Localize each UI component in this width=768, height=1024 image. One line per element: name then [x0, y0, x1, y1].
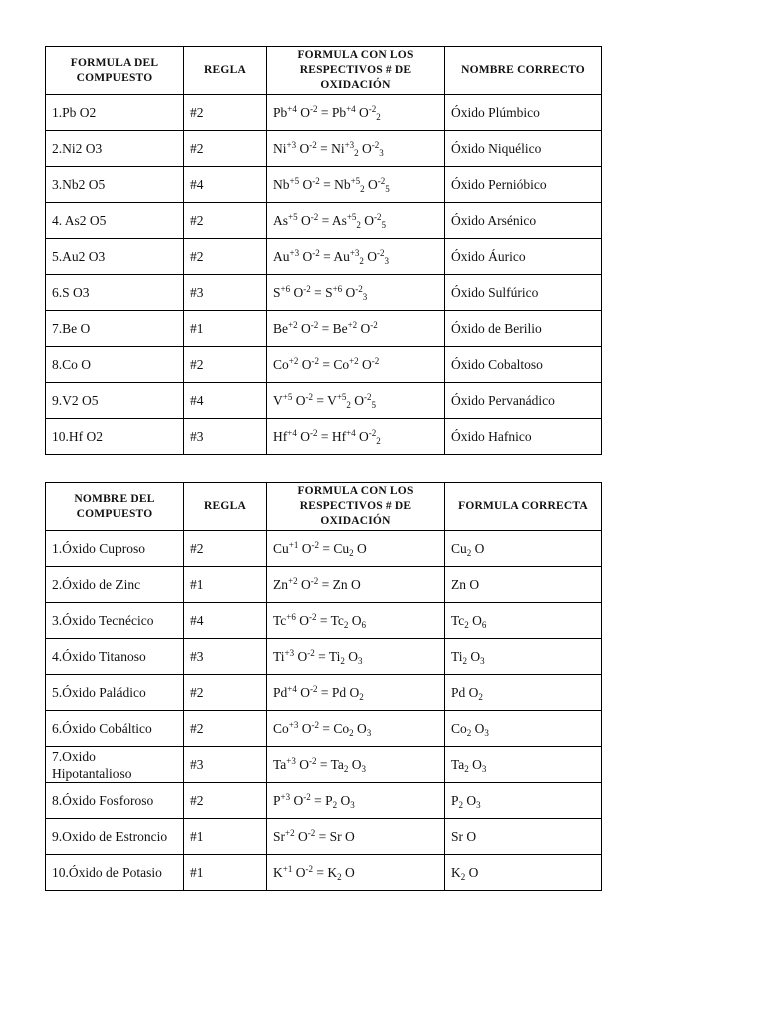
compound-cell: 3.Nb2 O5	[46, 167, 184, 203]
compound-cell: 7.Be O	[46, 311, 184, 347]
rule-cell: #4	[184, 383, 267, 419]
table-row	[46, 275, 602, 311]
oxidation-formula-cell: $Tc^{+6}$ $O^{-2} = Tc_2$ $O_6$	[267, 603, 445, 639]
oxide-table-formula-to-name	[45, 46, 602, 455]
table-row	[46, 131, 602, 167]
rule-cell: #1	[184, 311, 267, 347]
oxidation-formula-cell: $S^{+6}$ $O^{-2} = S^{+6}$ $O^{-2}_3$	[267, 275, 445, 311]
oxidation-formula-cell: $Co^{+3}$ $O^{-2} = Co_2$ $O_3$	[267, 711, 445, 747]
table-row	[46, 567, 602, 603]
oxidation-formula-cell: $P^{+3}$ $O^{-2} = P_2$ $O_3$	[267, 783, 445, 819]
oxidation-formula-cell: $V^{+5}$ $O^{-2} = V^{+5}_2$ $O^{-2}_5$	[267, 383, 445, 419]
compound-cell: 9.V2 O5	[46, 383, 184, 419]
result-cell: $Tc_2$ $O_6$	[445, 603, 602, 639]
compound-cell: 9.Oxido de Estroncio	[46, 819, 184, 855]
compound-cell: 5.Au2 O3	[46, 239, 184, 275]
result-cell: Óxido Áurico	[445, 239, 602, 275]
table-row	[46, 783, 602, 819]
compound-cell: 4. As2 O5	[46, 203, 184, 239]
result-cell: Óxido Niquélico	[445, 131, 602, 167]
rule-cell: #1	[184, 567, 267, 603]
rule-cell: #4	[184, 167, 267, 203]
oxidation-formula-cell: $Ti^{+3}$ $O^{-2} = Ti_2$ $O_3$	[267, 639, 445, 675]
result-cell: $Ta_2$ $O_3$	[445, 747, 602, 783]
oxidation-formula-cell: $Ta^{+3}$ $O^{-2} = Ta_2$ $O_3$	[267, 747, 445, 783]
rule-cell: #2	[184, 347, 267, 383]
oxide-table-name-to-formula	[45, 482, 602, 891]
rule-cell: #2	[184, 203, 267, 239]
table-row	[46, 419, 602, 455]
header-nombre-correcto: NOMBRE CORRECTO	[445, 47, 602, 95]
result-cell: Sr O	[445, 819, 602, 855]
rule-cell: #4	[184, 603, 267, 639]
oxidation-formula-cell: $Hf^{+4}$ $O^{-2} = Hf^{+4}$ $O^{-2}_2$	[267, 419, 445, 455]
result-cell: Óxido Plúmbico	[445, 95, 602, 131]
result-cell: Óxido Hafnico	[445, 419, 602, 455]
result-cell: Óxido Arsénico	[445, 203, 602, 239]
compound-cell: 5.Óxido Paládico	[46, 675, 184, 711]
result-cell: $Ti_2$ $O_3$	[445, 639, 602, 675]
table-body	[46, 95, 602, 455]
table-row	[46, 711, 602, 747]
table-row	[46, 639, 602, 675]
table-row	[46, 855, 602, 891]
header-regla: REGLA	[184, 47, 267, 95]
oxidation-formula-cell: $Zn^{+2}$ $O^{-2} = Zn$ O	[267, 567, 445, 603]
table-row	[46, 167, 602, 203]
result-cell: Óxido Sulfúrico	[445, 275, 602, 311]
result-cell: Óxido Pernióbico	[445, 167, 602, 203]
result-cell: Óxido Cobaltoso	[445, 347, 602, 383]
oxidation-formula-cell: $Co^{+2}$ $O^{-2} = Co^{+2}$ $O^{-2}$	[267, 347, 445, 383]
compound-cell: 1.Óxido Cuproso	[46, 531, 184, 567]
header-formula-oxidacion: FORMULA CON LOS RESPECTIVOS # DE OXIDACIÓN	[267, 47, 445, 95]
compound-cell: 7.Oxido Hipotantalioso	[46, 747, 184, 783]
table-row	[46, 383, 602, 419]
result-cell: $Co_2$ $O_3$	[445, 711, 602, 747]
rule-cell: #1	[184, 855, 267, 891]
rule-cell: #2	[184, 783, 267, 819]
rule-cell: #2	[184, 95, 267, 131]
compound-cell: 3.Óxido Tecnécico	[46, 603, 184, 639]
result-cell: $K_2$ O	[445, 855, 602, 891]
compound-cell: 10.Hf O2	[46, 419, 184, 455]
header-nombre-del-compuesto: NOMBRE DEL COMPUESTO	[46, 483, 184, 531]
compound-cell: 4.Óxido Titanoso	[46, 639, 184, 675]
rule-cell: #2	[184, 711, 267, 747]
table-header-row	[46, 47, 602, 95]
compound-cell: 6.Óxido Cobáltico	[46, 711, 184, 747]
oxidation-formula-cell: $Pb^{+4}$ $O^{-2} = Pb^{+4}$ $O^{-2}_2$	[267, 95, 445, 131]
rule-cell: #2	[184, 131, 267, 167]
rule-cell: #2	[184, 239, 267, 275]
table-body	[46, 531, 602, 891]
rule-cell: #3	[184, 419, 267, 455]
oxidation-formula-cell: $Au^{+3}$ $O^{-2} = Au^{+3}_2$ $O^{-2}_3$	[267, 239, 445, 275]
rule-cell: #3	[184, 275, 267, 311]
compound-cell: 1.Pb O2	[46, 95, 184, 131]
header-regla: REGLA	[184, 483, 267, 531]
compound-cell: 10.Óxido de Potasio	[46, 855, 184, 891]
result-cell: Zn O	[445, 567, 602, 603]
rule-cell: #3	[184, 639, 267, 675]
result-cell: Óxido Pervanádico	[445, 383, 602, 419]
compound-cell: 2.Ni2 O3	[46, 131, 184, 167]
table-header-row	[46, 483, 602, 531]
rule-cell: #3	[184, 747, 267, 783]
oxidation-formula-cell: $Sr^{+2}$ $O^{-2} = Sr$ O	[267, 819, 445, 855]
result-cell: Óxido de Berilio	[445, 311, 602, 347]
oxidation-formula-cell: $Pd^{+4}$ $O^{-2} = Pd$ $O_2$	[267, 675, 445, 711]
rule-cell: #1	[184, 819, 267, 855]
oxidation-formula-cell: $As^{+5}$ $O^{-2} = As^{+5}_2$ $O^{-2}_5$	[267, 203, 445, 239]
table-row	[46, 747, 602, 783]
result-cell: $P_2$ $O_3$	[445, 783, 602, 819]
header-formula-correcta: FORMULA CORRECTA	[445, 483, 602, 531]
result-cell: $Cu_2$ O	[445, 531, 602, 567]
rule-cell: #2	[184, 675, 267, 711]
table-row	[46, 203, 602, 239]
header-formula-oxidacion: FORMULA CON LOS RESPECTIVOS # DE OXIDACIÓN	[267, 483, 445, 531]
compound-cell: 6.S O3	[46, 275, 184, 311]
oxidation-formula-cell: $Cu^{+1}$ $O^{-2} = Cu_2$ O	[267, 531, 445, 567]
table-row	[46, 311, 602, 347]
table-row	[46, 531, 602, 567]
table-row	[46, 347, 602, 383]
result-cell: Pd $O_2$	[445, 675, 602, 711]
compound-cell: 2.Óxido de Zinc	[46, 567, 184, 603]
table-row	[46, 239, 602, 275]
oxidation-formula-cell: $Be^{+2}$ $O^{-2} = Be^{+2}$ $O^{-2}$	[267, 311, 445, 347]
oxidation-formula-cell: $K^{+1}$ $O^{-2} = K_2$ O	[267, 855, 445, 891]
compound-cell: 8.Óxido Fosforoso	[46, 783, 184, 819]
header-formula-del-compuesto: FORMULA DEL COMPUESTO	[46, 47, 184, 95]
table-row	[46, 95, 602, 131]
table-row	[46, 603, 602, 639]
oxidation-formula-cell: $Ni^{+3}$ $O^{-2} = Ni^{+3}_2$ $O^{-2}_3$	[267, 131, 445, 167]
rule-cell: #2	[184, 531, 267, 567]
compound-cell: 8.Co O	[46, 347, 184, 383]
table-row	[46, 675, 602, 711]
table-row	[46, 819, 602, 855]
oxidation-formula-cell: $Nb^{+5}$ $O^{-2} = Nb^{+5}_2$ $O^{-2}_5$	[267, 167, 445, 203]
